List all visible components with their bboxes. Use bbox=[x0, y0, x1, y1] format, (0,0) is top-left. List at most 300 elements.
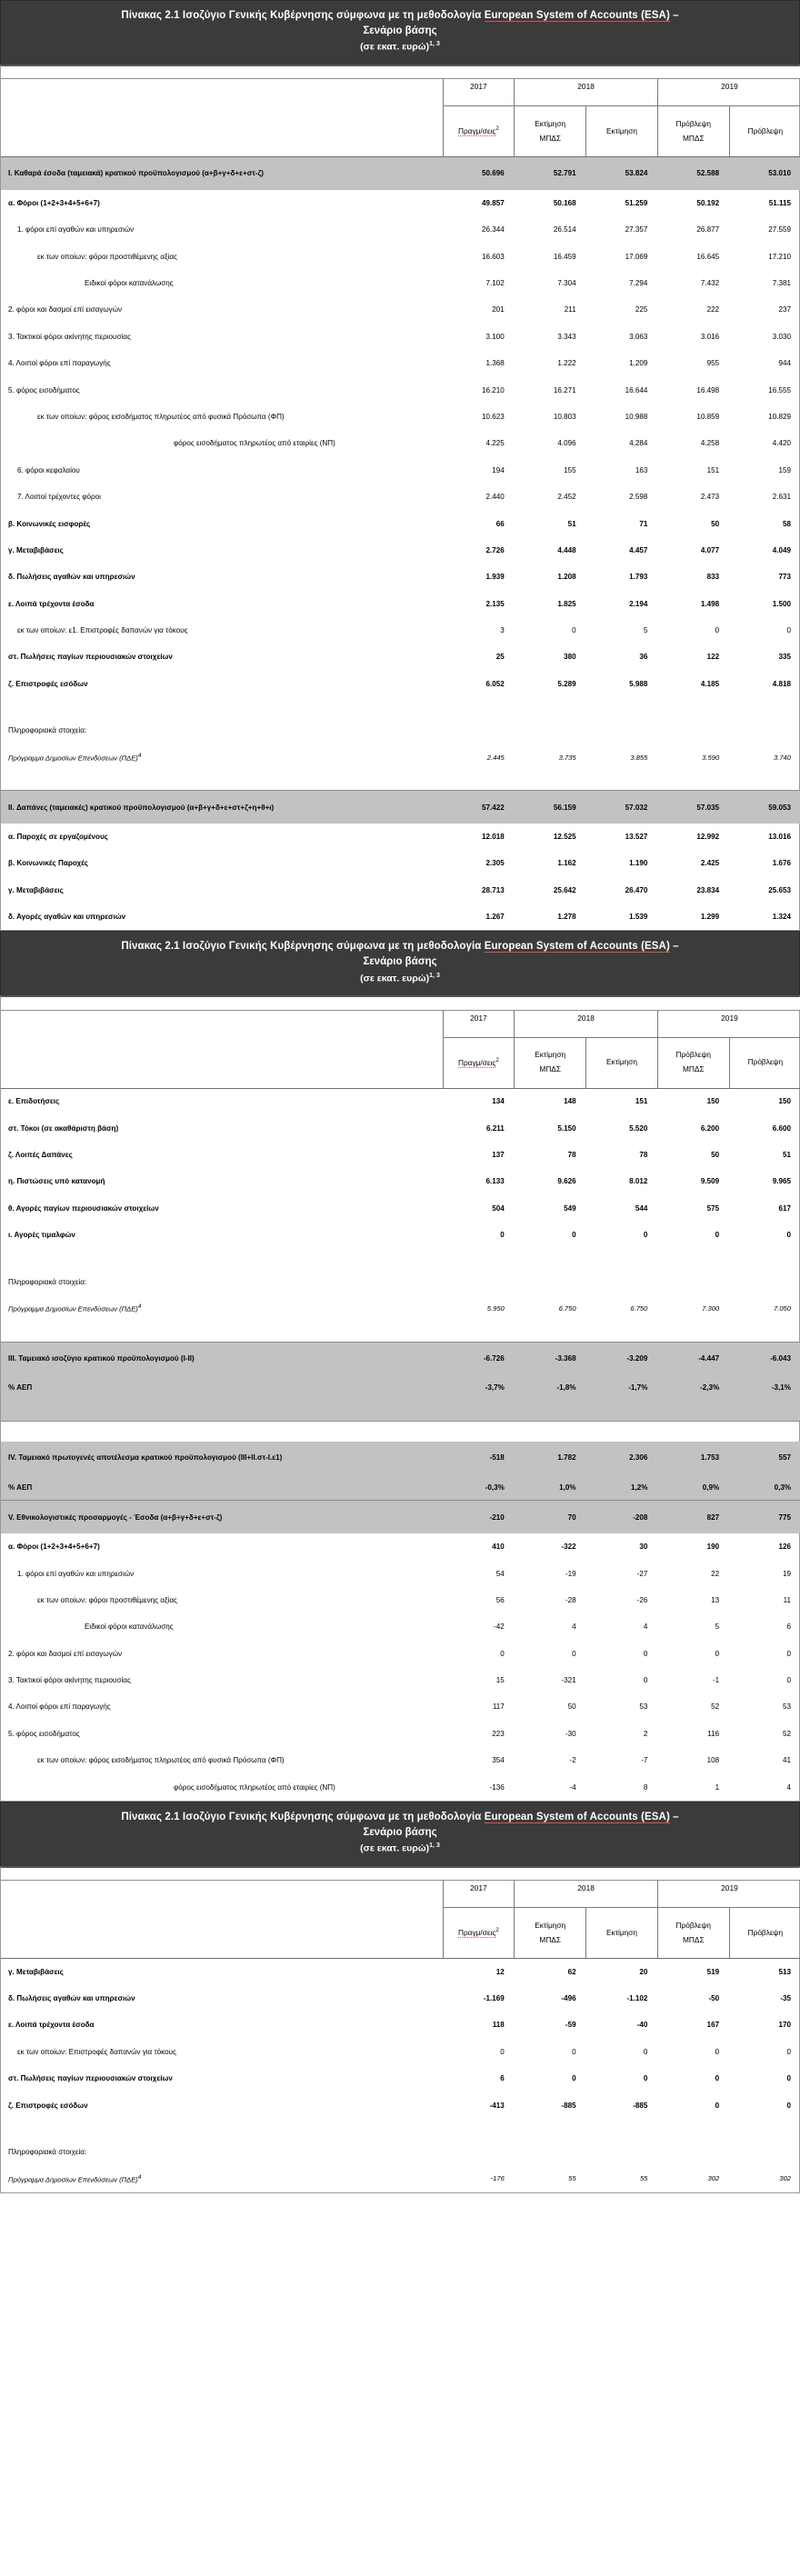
title-dash: – bbox=[669, 941, 679, 953]
table-row bbox=[1, 1195, 800, 1222]
row-value-col3: 1,2% bbox=[586, 1474, 658, 1501]
row-label: Ειδικοί φόροι κατανάλωσης bbox=[85, 279, 174, 287]
row-value-col5: -6.043 bbox=[729, 1342, 800, 1374]
row-spacer bbox=[1, 771, 800, 791]
header-col-5 bbox=[729, 1908, 800, 1959]
row-value-col3: 20 bbox=[639, 1967, 648, 1976]
row-value-col3: 2.194 bbox=[629, 599, 648, 608]
row-value-col4: 50.192 bbox=[696, 198, 720, 207]
table-row bbox=[1, 1693, 800, 1720]
row-value-col4: 519 bbox=[706, 1967, 720, 1976]
row-value-col5: 513 bbox=[778, 1967, 792, 1976]
table-row bbox=[1, 744, 800, 770]
title-line-1 bbox=[10, 8, 790, 24]
row-value-col3: 5 bbox=[643, 626, 648, 635]
row-value-col2: 56.159 bbox=[515, 791, 586, 824]
title-units: (σε εκατ. ευρώ)$^{1, 3}$ bbox=[360, 41, 440, 53]
header-col-4-primary: Πρόβλεψη bbox=[675, 118, 712, 128]
block-2-table-wrapper bbox=[0, 995, 800, 1802]
header-year-2017: 2017 bbox=[443, 1881, 515, 1908]
row-value-col2: 50 bbox=[567, 1702, 576, 1712]
header-col-3 bbox=[586, 106, 658, 157]
block-2 bbox=[0, 931, 800, 1801]
row-value-col2: 3.343 bbox=[557, 332, 576, 341]
row-label: ζ. Επιστροφές εσόδων bbox=[8, 2101, 88, 2110]
row-value-col1: -42 bbox=[494, 1622, 505, 1632]
row-value-col4: 827 bbox=[657, 1501, 729, 1533]
title-footnote-marks: 1, 3 bbox=[429, 972, 440, 979]
title-line-1 bbox=[10, 939, 790, 954]
row-value-col1: -0,3% bbox=[443, 1474, 515, 1501]
row-label-footnote: 4 bbox=[137, 752, 142, 759]
table-row bbox=[1, 1342, 800, 1374]
header-sub-row bbox=[1, 1908, 800, 1959]
title-line-2: Σενάριο βάσης bbox=[363, 25, 437, 36]
row-value-col2: 6.750 bbox=[558, 1303, 576, 1313]
row-value-col1: 54 bbox=[495, 1569, 505, 1578]
table-row bbox=[1, 2012, 800, 2038]
row-value-col4: 10.859 bbox=[696, 412, 720, 421]
row-spacer bbox=[1, 697, 800, 717]
row-value-col2: -885 bbox=[561, 2101, 576, 2110]
row-label: 2. φόροι και δασμοί επί εισαγωγών bbox=[8, 1649, 123, 1658]
row-label: γ. Μεταβιβάσεις bbox=[8, 545, 64, 554]
row-value-col4: 190 bbox=[706, 1543, 720, 1552]
table-row bbox=[1, 1422, 800, 1442]
table-row bbox=[1, 510, 800, 536]
row-value-col1: -413 bbox=[489, 2101, 505, 2110]
row-value-col5: 302 bbox=[779, 2174, 792, 2183]
title-english-part: European System of Accounts (ESA) bbox=[484, 1811, 670, 1822]
table-row bbox=[1, 1442, 800, 1474]
row-label: α. Φόροι (1+2+3+4+5+6+7) bbox=[8, 1543, 100, 1552]
row-value-col5: 0 bbox=[786, 1649, 792, 1658]
row-label: 1. φόροι επί αγαθών και υπηρεσιών bbox=[17, 1569, 135, 1578]
row-label: % ΑΕΠ bbox=[1, 1474, 443, 1501]
row-value-col3: 78 bbox=[639, 1151, 648, 1160]
row-label: 6. φόροι κεφαλαίου bbox=[17, 465, 80, 474]
table-row bbox=[1, 350, 800, 376]
row-value-col5 bbox=[729, 2139, 800, 2165]
row-label: εκ των οποίων: ε1. Επιστροφές δαπανών για τόκους bbox=[17, 626, 188, 635]
row-value-col2: 549 bbox=[564, 1203, 576, 1213]
header-col-5-primary: Πρόβλεψη bbox=[747, 1927, 784, 1937]
table-row bbox=[1, 1268, 800, 1294]
row-value-col1: 137 bbox=[492, 1151, 505, 1160]
row-value-col4: 22 bbox=[711, 1569, 720, 1578]
table-row bbox=[1, 617, 800, 644]
table-row bbox=[1, 243, 800, 269]
row-label: εκ των οποίων: φόροι προστιθέμενης αξίας bbox=[37, 252, 177, 261]
row-value-col4: -1 bbox=[712, 1676, 720, 1685]
row-value-col3: -885 bbox=[633, 2101, 648, 2110]
header-year-row bbox=[1, 1010, 800, 1037]
row-label: γ. Μεταβιβάσεις bbox=[8, 885, 64, 894]
header-col-1-primary bbox=[445, 1055, 514, 1071]
title-line-2: Σενάριο βάσης bbox=[363, 956, 437, 968]
row-value-col3: 17.069 bbox=[625, 252, 648, 261]
block-2-body bbox=[1, 997, 800, 1801]
row-value-col1 bbox=[443, 717, 515, 744]
row-value-col2: 1.278 bbox=[557, 913, 576, 922]
row-value-col4: -50 bbox=[708, 1994, 720, 2003]
row-value-col2: 16.459 bbox=[553, 252, 576, 261]
row-value-col5: 237 bbox=[778, 305, 792, 315]
row-label: Πρόγραμμα Δημοσίων Επενδύσεων (ΠΔΕ)$^4$ bbox=[8, 2173, 142, 2184]
row-value-col5: 13.016 bbox=[768, 833, 792, 842]
row-value-col5: 4.420 bbox=[772, 439, 792, 448]
row-value-col2: -321 bbox=[561, 1676, 576, 1685]
row-value-col3: 55 bbox=[639, 2174, 648, 2183]
row-value-col5: 27.559 bbox=[768, 225, 792, 235]
row-value-col4: 23.834 bbox=[696, 885, 720, 894]
row-value-col3: 225 bbox=[635, 305, 648, 315]
row-value-col5: 4.818 bbox=[772, 679, 792, 688]
header-col-4-primary: Πρόβλεψη bbox=[675, 1050, 712, 1060]
table-row bbox=[1, 791, 800, 824]
row-value-col2: -1,8% bbox=[515, 1374, 586, 1401]
row-label: φόρος εισοδήματος πληρωτέος από εταιρίες (ΝΠ) bbox=[174, 1782, 335, 1792]
row-value-col5: 0,3% bbox=[729, 1474, 800, 1501]
row-value-col3: 4.284 bbox=[629, 439, 648, 448]
header-col-1 bbox=[443, 1908, 515, 1959]
row-value-col4: 575 bbox=[706, 1203, 720, 1213]
table-row bbox=[1, 324, 800, 350]
row-label: % ΑΕΠ bbox=[1, 1374, 443, 1401]
header-sub-corner-cell bbox=[1, 1908, 443, 1959]
block-3 bbox=[0, 1802, 800, 2193]
header-year-2019: 2019 bbox=[657, 1881, 800, 1908]
row-label: ι. Αγορές τιμαλφών bbox=[8, 1231, 75, 1240]
row-value-col2: 26.514 bbox=[553, 225, 576, 235]
row-value-col4: 302 bbox=[707, 2174, 720, 2183]
row-value-col5: 0 bbox=[786, 1231, 792, 1240]
title-greek-part: Πίνακας 2.1 Ισοζύγιο Γενικής Κυβέρνησης σύμφωνα με τη μεθοδολογία bbox=[121, 1811, 485, 1822]
title-dash: – bbox=[669, 10, 679, 21]
row-value-col1: 2.440 bbox=[485, 493, 505, 502]
row-value-col3: -1.102 bbox=[626, 1994, 648, 2003]
row-value-col4: 26.877 bbox=[696, 225, 720, 235]
table-title-banner bbox=[0, 1802, 800, 1866]
table-row bbox=[1, 1959, 800, 1985]
row-value-col5: 58 bbox=[783, 519, 792, 528]
row-value-col3: 53 bbox=[639, 1702, 648, 1712]
row-value-col1: 66 bbox=[495, 519, 505, 528]
row-value-col2: 50.168 bbox=[553, 198, 576, 207]
table-row bbox=[1, 1248, 800, 1268]
row-value-col5: 4 bbox=[786, 1782, 792, 1792]
row-value-col3: -40 bbox=[636, 2021, 648, 2030]
table-row bbox=[1, 1322, 800, 1342]
row-value-col5: -3,1% bbox=[729, 1374, 800, 1401]
row-value-col5: 335 bbox=[778, 653, 792, 662]
row-label: 4. Λοιποί φόροι επί παραγωγής bbox=[8, 1702, 111, 1712]
row-value-col5: 0 bbox=[786, 2074, 792, 2083]
row-value-col3: 8 bbox=[643, 1782, 648, 1792]
table-row bbox=[1, 1747, 800, 1773]
row-value-col4: 16.498 bbox=[696, 385, 720, 394]
row-value-col1: 1.267 bbox=[485, 913, 505, 922]
row-spacer bbox=[1, 1248, 800, 1268]
row-value-col5: 1.500 bbox=[772, 599, 792, 608]
table-row bbox=[1, 457, 800, 484]
row-value-col2: -2 bbox=[569, 1756, 576, 1765]
table-row bbox=[1, 2165, 800, 2192]
row-value-col1: 28.713 bbox=[482, 885, 505, 894]
header-col-4 bbox=[657, 1037, 729, 1088]
title-greek-part: Πίνακας 2.1 Ισοζύγιο Γενικής Κυβέρνησης σύμφωνα με τη μεθοδολογία bbox=[121, 941, 485, 953]
table-row bbox=[1, 404, 800, 430]
header-col-2-secondary: ΜΠΔΣ bbox=[539, 1934, 561, 1944]
row-value-col2: 55 bbox=[568, 2174, 576, 2183]
row-value-col1: 50.696 bbox=[443, 157, 515, 190]
row-value-col1: 2.135 bbox=[485, 599, 505, 608]
row-value-col3: 0 bbox=[643, 2074, 648, 2083]
row-value-col3: 4 bbox=[643, 1622, 648, 1632]
row-value-col1: 4.225 bbox=[485, 439, 505, 448]
row-value-col5: 1.324 bbox=[772, 913, 792, 922]
header-blank-strip bbox=[1, 66, 800, 79]
row-value-col4 bbox=[657, 717, 729, 744]
row-value-col3: 5.520 bbox=[629, 1123, 648, 1133]
row-label: 4. Λοιποί φόροι επί παραγωγής bbox=[8, 359, 111, 368]
row-value-col4: 0 bbox=[715, 2047, 720, 2056]
row-label: α. Φόροι (1+2+3+4+5+6+7) bbox=[8, 198, 100, 207]
header-col-1-footnote: 2 bbox=[495, 1056, 499, 1063]
row-label: 7. Λοιποί τρέχοντες φόροι bbox=[17, 493, 101, 502]
row-value-col3: 3.063 bbox=[629, 332, 648, 341]
row-value-col5: 0 bbox=[786, 2047, 792, 2056]
block-2-table bbox=[1, 997, 800, 1801]
row-value-col4: 1.753 bbox=[657, 1442, 729, 1474]
header-col-2 bbox=[515, 1037, 586, 1088]
block-1-table-wrapper bbox=[0, 65, 800, 932]
row-value-col5: 51.115 bbox=[768, 198, 792, 207]
row-value-col1: 6.133 bbox=[485, 1177, 505, 1186]
row-value-col3: -7 bbox=[641, 1756, 648, 1765]
row-value-col1: 6.052 bbox=[485, 679, 505, 688]
table-row bbox=[1, 1985, 800, 2012]
row-value-col1: 223 bbox=[492, 1729, 505, 1738]
row-value-col2: 62 bbox=[567, 1967, 576, 1976]
row-value-col4 bbox=[657, 2139, 729, 2165]
header-col-5 bbox=[729, 1037, 800, 1088]
header-year-2018: 2018 bbox=[515, 1010, 658, 1037]
row-value-col5: 7.381 bbox=[772, 279, 792, 287]
row-value-col4: 0 bbox=[715, 1649, 720, 1658]
row-value-col5: 3.030 bbox=[772, 332, 792, 341]
row-value-col2: 380 bbox=[564, 653, 576, 662]
header-blank-cell bbox=[1, 1868, 800, 1881]
header-col-4 bbox=[657, 1908, 729, 1959]
row-label: δ. Πωλήσεις αγαθών και υπηρεσιών bbox=[8, 573, 135, 582]
table-row bbox=[1, 190, 800, 216]
row-value-col3: 0 bbox=[643, 1649, 648, 1658]
title-line-1 bbox=[10, 1810, 790, 1825]
row-value-col2: -59 bbox=[565, 2021, 576, 2030]
row-value-col4: 0 bbox=[715, 626, 720, 635]
row-value-col5: 4.049 bbox=[772, 545, 792, 554]
row-label: I. Καθαρά έσοδα (ταμειακά) κρατικού προϋπολογισμού (α+β+γ+δ+ε+στ-ζ) bbox=[1, 157, 443, 190]
row-label: α. Παροχές σε εργαζομένους bbox=[8, 833, 108, 842]
header-col-2-secondary: ΜΠΔΣ bbox=[539, 1064, 561, 1074]
row-label: Πληροφοριακά στοιχεία: bbox=[8, 2148, 87, 2157]
row-value-col5: 617 bbox=[778, 1203, 792, 1213]
row-value-col3: 8.012 bbox=[629, 1177, 648, 1186]
row-value-col4: 52 bbox=[711, 1702, 720, 1712]
row-value-col2: 1.782 bbox=[515, 1442, 586, 1474]
header-col-1 bbox=[443, 1037, 515, 1088]
table-row bbox=[1, 1560, 800, 1586]
row-value-col5: 6 bbox=[786, 1622, 792, 1632]
row-value-col1: 3 bbox=[500, 626, 505, 635]
title-line-2: Σενάριο βάσης bbox=[363, 1826, 437, 1838]
row-value-col3: 36 bbox=[639, 653, 648, 662]
row-value-col4: 50 bbox=[711, 1151, 720, 1160]
row-value-col5: 773 bbox=[778, 573, 792, 582]
row-value-col1: 7.102 bbox=[485, 279, 505, 287]
row-value-col2: 3.735 bbox=[558, 753, 576, 762]
row-label: 3. Τακτικοί φόροι ακίνητης περιουσίας bbox=[8, 1676, 131, 1685]
row-value-col1: 194 bbox=[492, 465, 505, 474]
row-value-col1: 6 bbox=[500, 2074, 505, 2083]
header-col-1-text: Πραγμ/σεις bbox=[457, 1928, 496, 1937]
row-value-col3: 10.988 bbox=[625, 412, 648, 421]
row-value-col2: 4 bbox=[572, 1622, 576, 1632]
row-value-col3: 1.209 bbox=[629, 359, 648, 368]
row-label: ζ. Λοιπές Δαπάνες bbox=[8, 1151, 73, 1160]
row-value-col2: -28 bbox=[565, 1595, 576, 1604]
table-row bbox=[1, 2065, 800, 2092]
row-value-col3: 30 bbox=[639, 1543, 648, 1552]
header-col-4-secondary: ΜΠΔΣ bbox=[683, 1064, 705, 1074]
row-label: ε. Λοιπά τρέχοντα έσοδα bbox=[8, 2021, 95, 2030]
table-title-banner bbox=[0, 931, 800, 995]
row-label: V. Εθνικολογιστικές προσαρμογές - Έσοδα (α+β+γ+δ+ε+στ-ζ) bbox=[1, 1501, 443, 1533]
row-value-col1: 16.603 bbox=[482, 252, 505, 261]
header-year-2018: 2018 bbox=[515, 1881, 658, 1908]
row-spacer bbox=[1, 1402, 800, 1422]
table-row bbox=[1, 1667, 800, 1693]
table-row bbox=[1, 2092, 800, 2118]
row-value-col3: 5.988 bbox=[629, 679, 648, 688]
row-value-col3: -1,7% bbox=[586, 1374, 658, 1401]
row-value-col1: 56 bbox=[495, 1595, 505, 1604]
row-value-col2: -30 bbox=[565, 1729, 576, 1738]
row-value-col2: 1.162 bbox=[557, 859, 576, 868]
header-col-2-primary: Εκτίμηση bbox=[535, 1050, 566, 1060]
row-label: δ. Αγορές αγαθών και υπηρεσιών bbox=[8, 913, 126, 922]
header-col-1-text: Πραγμ/σεις bbox=[457, 1057, 496, 1067]
row-label: II. Δαπάνες (ταμειακές) κρατικού προϋπολογισμού (α+β+γ+δ+ε+στ+ζ+η+θ+ι) bbox=[1, 791, 443, 824]
table-row bbox=[1, 1402, 800, 1422]
table-row bbox=[1, 1088, 800, 1114]
title-units: (σε εκατ. ευρώ)$^{1, 3}$ bbox=[360, 1842, 440, 1854]
row-value-col1: 1.368 bbox=[485, 359, 505, 368]
row-value-col4: 7.300 bbox=[702, 1303, 720, 1313]
row-value-col3: 51.259 bbox=[625, 198, 648, 207]
table-row bbox=[1, 1295, 800, 1322]
row-value-col4: 5 bbox=[715, 1622, 720, 1632]
row-value-col2: 78 bbox=[567, 1151, 576, 1160]
block-1-table bbox=[1, 66, 800, 931]
row-value-col3: 4.457 bbox=[629, 545, 648, 554]
row-label: 3. Τακτικοί φόροι ακίνητης περιουσίας bbox=[8, 332, 131, 341]
row-value-col1: -1.169 bbox=[483, 1994, 505, 2003]
row-label: εκ των οποίων: φόρος εισοδήματος πληρωτέος από φυσικά Πρόσωπα (ΦΠ) bbox=[37, 1756, 285, 1765]
row-label-footnote: 4 bbox=[137, 1303, 142, 1311]
row-value-col4: 4.077 bbox=[700, 545, 720, 554]
row-value-col4: -4.447 bbox=[657, 1342, 729, 1374]
header-col-4 bbox=[657, 106, 729, 157]
row-value-col2: 7.304 bbox=[557, 279, 576, 287]
row-label: ζ. Επιστροφές εσόδων bbox=[8, 679, 88, 688]
row-value-col1: 57.422 bbox=[443, 791, 515, 824]
row-value-col5: 0 bbox=[786, 1676, 792, 1685]
header-col-1-footnote: 2 bbox=[495, 1927, 499, 1934]
row-value-col5: 3.740 bbox=[774, 753, 792, 762]
row-value-col4: 0,9% bbox=[657, 1474, 729, 1501]
row-label: Πρόγραμμα Δημοσίων Επενδύσεων (ΠΔΕ)$^4$ bbox=[8, 752, 142, 763]
row-value-col1: -210 bbox=[443, 1501, 515, 1533]
header-col-1-primary bbox=[445, 1925, 514, 1941]
table-row bbox=[1, 591, 800, 617]
table-title-banner bbox=[0, 0, 800, 65]
row-value-col1: 117 bbox=[492, 1702, 505, 1712]
row-value-col4: 50 bbox=[711, 519, 720, 528]
row-value-col3: 6.750 bbox=[630, 1303, 648, 1313]
table-row bbox=[1, 1587, 800, 1613]
row-value-col3: 2.598 bbox=[629, 493, 648, 502]
row-value-col5: 0 bbox=[786, 626, 792, 635]
table-row bbox=[1, 771, 800, 791]
row-value-col4: 4.258 bbox=[700, 439, 720, 448]
row-value-col1: 410 bbox=[492, 1543, 505, 1552]
table-row bbox=[1, 1374, 800, 1401]
row-value-col1: 2.305 bbox=[485, 859, 505, 868]
header-col-4-secondary: ΜΠΔΣ bbox=[683, 1934, 705, 1944]
row-value-col4: 2.473 bbox=[700, 493, 720, 502]
row-value-col4: 122 bbox=[706, 653, 720, 662]
row-value-col3: -27 bbox=[636, 1569, 648, 1578]
row-value-col3: 544 bbox=[635, 1203, 648, 1213]
header-col-5 bbox=[729, 106, 800, 157]
header-year-row bbox=[1, 79, 800, 106]
block-3-table-wrapper bbox=[0, 1866, 800, 2193]
table-row bbox=[1, 270, 800, 296]
header-col-5-primary: Πρόβλεψη bbox=[747, 1057, 784, 1067]
title-dash: – bbox=[669, 1811, 679, 1822]
row-value-col4: 1 bbox=[715, 1782, 720, 1792]
table-row bbox=[1, 1474, 800, 1501]
title-english-part: European System of Accounts (ESA) bbox=[484, 941, 670, 953]
row-value-col4: 7.432 bbox=[700, 279, 720, 287]
row-value-col1: 25 bbox=[495, 653, 505, 662]
header-blank-strip bbox=[1, 1868, 800, 1881]
header-col-3 bbox=[586, 1037, 658, 1088]
row-value-col3: -3.209 bbox=[586, 1342, 658, 1374]
row-value-col1: -3,7% bbox=[443, 1374, 515, 1401]
row-value-col1: 201 bbox=[492, 305, 505, 315]
row-value-col1 bbox=[443, 1268, 515, 1294]
table-row bbox=[1, 216, 800, 243]
table-row bbox=[1, 1222, 800, 1248]
row-value-col2: 51 bbox=[567, 519, 576, 528]
row-value-col5: 7.050 bbox=[774, 1303, 792, 1313]
row-value-col5: 19 bbox=[783, 1569, 792, 1578]
header-sub-row bbox=[1, 1037, 800, 1088]
row-label: δ. Πωλήσεις αγαθών και υπηρεσιών bbox=[8, 1994, 135, 2003]
